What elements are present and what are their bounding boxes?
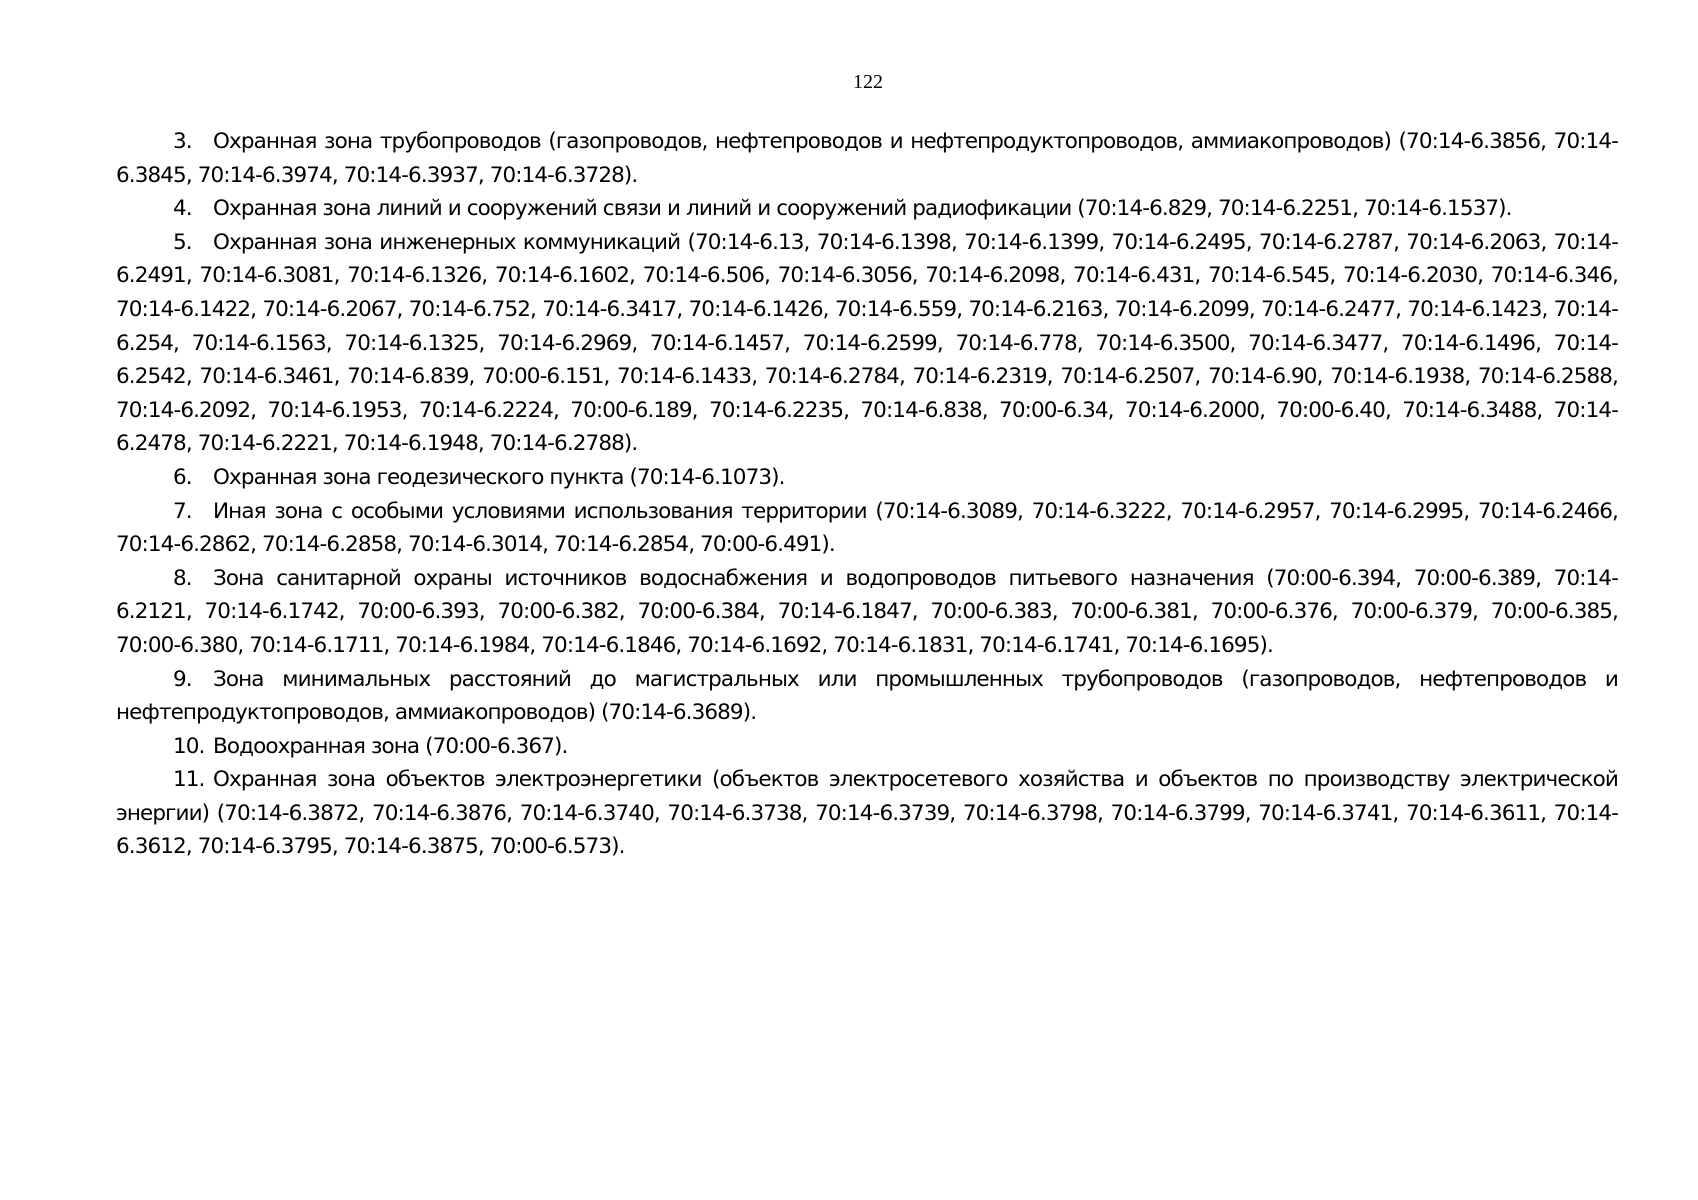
item-number: 3. bbox=[173, 129, 192, 154]
item-text: Охранная зона линий и сооружений связи и линий и сооружений радиофикации (70:14-6.829, 70:14-6.2251, 70:14-6.1537). bbox=[213, 196, 1512, 222]
page-number: 122 bbox=[853, 71, 883, 93]
list-item bbox=[116, 495, 1618, 562]
item-text: Зона санитарной охраны источников водоснабжения и водопроводов питьевого назначения (70:00-6.394, 70:00-6.389, 70:14-6.2121, 70:14-6.1742, 70:00-6.393, 70:00-6.382, 70:00-6.384, 70:14-6.1847, 70:00-6.383, 70:00-6.381, 70:00-6.376, 70:00-6.379, 70:00-6.385, 70:00-6.380, 70:14-6.1711, 70:14-6.1984, 70:14-6.1846, 70:14-6.1692, 70:14-6.1831, 70:14-6.1741, 70:14-6.1695). bbox=[116, 565, 1618, 658]
item-text: Охранная зона инженерных коммуникаций (70:14-6.13, 70:14-6.1398, 70:14-6.1399, 70:14-6.2495, 70:14-6.2787, 70:14-6.2063, 70:14-6.2491, 70:14-6.3081, 70:14-6.1326, 70:14-6.1602, 70:14-6.506, 70:14-6.3056, 70:14-6.2098, 70:14-6.431, 70:14-6.545, 70:14-6.2030, 70:14-6.346, 70:14-6.1422, 70:14-6.2067, 70:14-6.752, 70:14-6.3417, 70:14-6.1426, 70:14-6.559, 70:14-6.2163, 70:14-6.2099, 70:14-6.2477, 70:14-6.1423, 70:14-6.254, 70:14-6.1563, 70:14-6.1325, 70:14-6.2969, 70:14-6.1457, 70:14-6.2599, 70:14-6.778, 70:14-6.3500, 70:14-6.3477, 70:14-6.1496, 70:14-6.2542, 70:14-6.3461, 70:14-6.839, 70:00-6.151, 70:14-6.1433, 70:14-6.2784, 70:14-6.2319, 70:14-6.2507, 70:14-6.90, 70:14-6.1938, 70:14-6.2588, 70:14-6.2092, 70:14-6.1953, 70:14-6.2224, 70:00-6.189, 70:14-6.2235, 70:14-6.838, 70:00-6.34, 70:14-6.2000, 70:00-6.40, 70:14-6.3488, 70:14-6.2478, 70:14-6.2221, 70:14-6.1948, 70:14-6.2788). bbox=[116, 229, 1618, 457]
item-number: 8. bbox=[173, 565, 192, 591]
list-item bbox=[116, 125, 1618, 192]
item-number: 5. bbox=[173, 229, 192, 255]
list-item bbox=[116, 562, 1618, 663]
item-text: Охранная зона геодезического пункта (70:14-6.1073). bbox=[213, 464, 785, 490]
item-number: 6. bbox=[173, 464, 192, 490]
list-item bbox=[116, 461, 1618, 495]
list-item bbox=[116, 663, 1618, 730]
item-number: 7. bbox=[173, 498, 192, 524]
list-item bbox=[116, 226, 1618, 461]
list-item bbox=[116, 192, 1618, 226]
item-number: 10. bbox=[173, 733, 205, 759]
list-item bbox=[116, 730, 1618, 764]
item-text: Зона минимальных расстояний до магистральных или промышленных трубопроводов (газопроводов, нефтепроводов и нефтепродуктопроводов, аммиакопроводов) (70:14-6.3689). bbox=[116, 666, 1618, 726]
item-text: Водоохранная зона (70:00-6.367). bbox=[213, 733, 568, 759]
item-number: 11. bbox=[173, 767, 205, 793]
item-text: Охранная зона трубопроводов (газопроводов, нефтепроводов и нефтепродуктопроводов, аммиакопроводов) (70:14-6.3856, 70:14-6.3845, 70:14-6.3974, 70:14-6.3937, 70:14-6.3728). bbox=[116, 129, 1618, 188]
list-item bbox=[116, 763, 1618, 864]
item-text: Охранная зона объектов электроэнергетики (объектов электросетевого хозяйства и объектов по производству электрической энергии) (70:14-6.3872, 70:14-6.3876, 70:14-6.3740, 70:14-6.3738, 70:14-6.3739, 70:14-6.3798, 70:14-6.3799, 70:14-6.3741, 70:14-6.3611, 70:14-6.3612, 70:14-6.3795, 70:14-6.3875, 70:00-6.573). bbox=[116, 767, 1618, 860]
item-text: Иная зона с особыми условиями использования территории (70:14-6.3089, 70:14-6.3222, 70:14-6.2957, 70:14-6.2995, 70:14-6.2466, 70:14-6.2862, 70:14-6.2858, 70:14-6.3014, 70:14-6.2854, 70:00-6.491). bbox=[116, 498, 1618, 558]
item-number: 9. bbox=[173, 666, 192, 692]
zone-list bbox=[116, 125, 1618, 864]
item-number: 4. bbox=[173, 196, 192, 222]
